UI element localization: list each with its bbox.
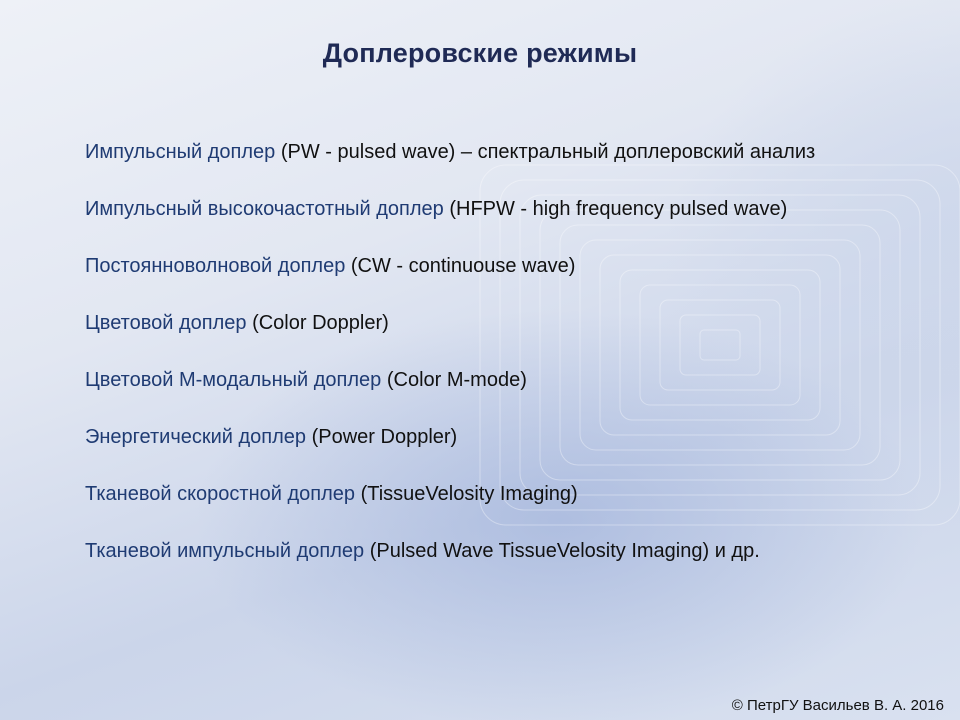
mode-name-en: (Color M-mode) <box>381 369 527 391</box>
list-item <box>85 138 825 167</box>
mode-name-en: (HFPW - high frequency pulsed wave) <box>443 198 788 220</box>
mode-name-ru: Постоянноволновой доплер <box>85 255 346 277</box>
mode-name-ru: Энергетический доплер <box>85 426 307 448</box>
mode-name-ru: Цветовой доплер <box>85 312 247 334</box>
mode-name-en: (Color Doppler) <box>246 312 389 334</box>
mode-name-en: (Pulsed Wave TissueVelosity Imaging) и др. <box>364 540 760 562</box>
list-item <box>85 480 825 509</box>
list-item <box>85 309 825 338</box>
mode-name-en: (Power Doppler) <box>306 426 458 448</box>
list-item <box>85 252 825 281</box>
slide-title: Доплеровские режимы <box>322 38 638 68</box>
doppler-modes-list <box>85 138 825 594</box>
list-item <box>85 537 825 566</box>
mode-name-ru: Тканевой импульсный доплер <box>85 540 365 562</box>
mode-name-ru: Импульсный доплер <box>85 141 276 163</box>
mode-name-en: (CW - continuouse wave) <box>345 255 576 277</box>
copyright-footer: © ПетрГУ Васильев В. А. 2016 <box>731 697 944 714</box>
list-item <box>85 366 825 395</box>
mode-name-en: (PW - pulsed wave) – спектральный доплеровский анализ <box>275 141 816 163</box>
mode-name-ru: Импульсный высокочастотный доплер <box>85 198 444 220</box>
list-item <box>85 195 825 224</box>
mode-name-ru: Цветовой М-модальный доплер <box>85 369 382 391</box>
list-item <box>85 423 825 452</box>
mode-name-ru: Тканевой скоростной доплер <box>85 483 356 505</box>
mode-name-en: (TissueVelosity Imaging) <box>355 483 578 505</box>
